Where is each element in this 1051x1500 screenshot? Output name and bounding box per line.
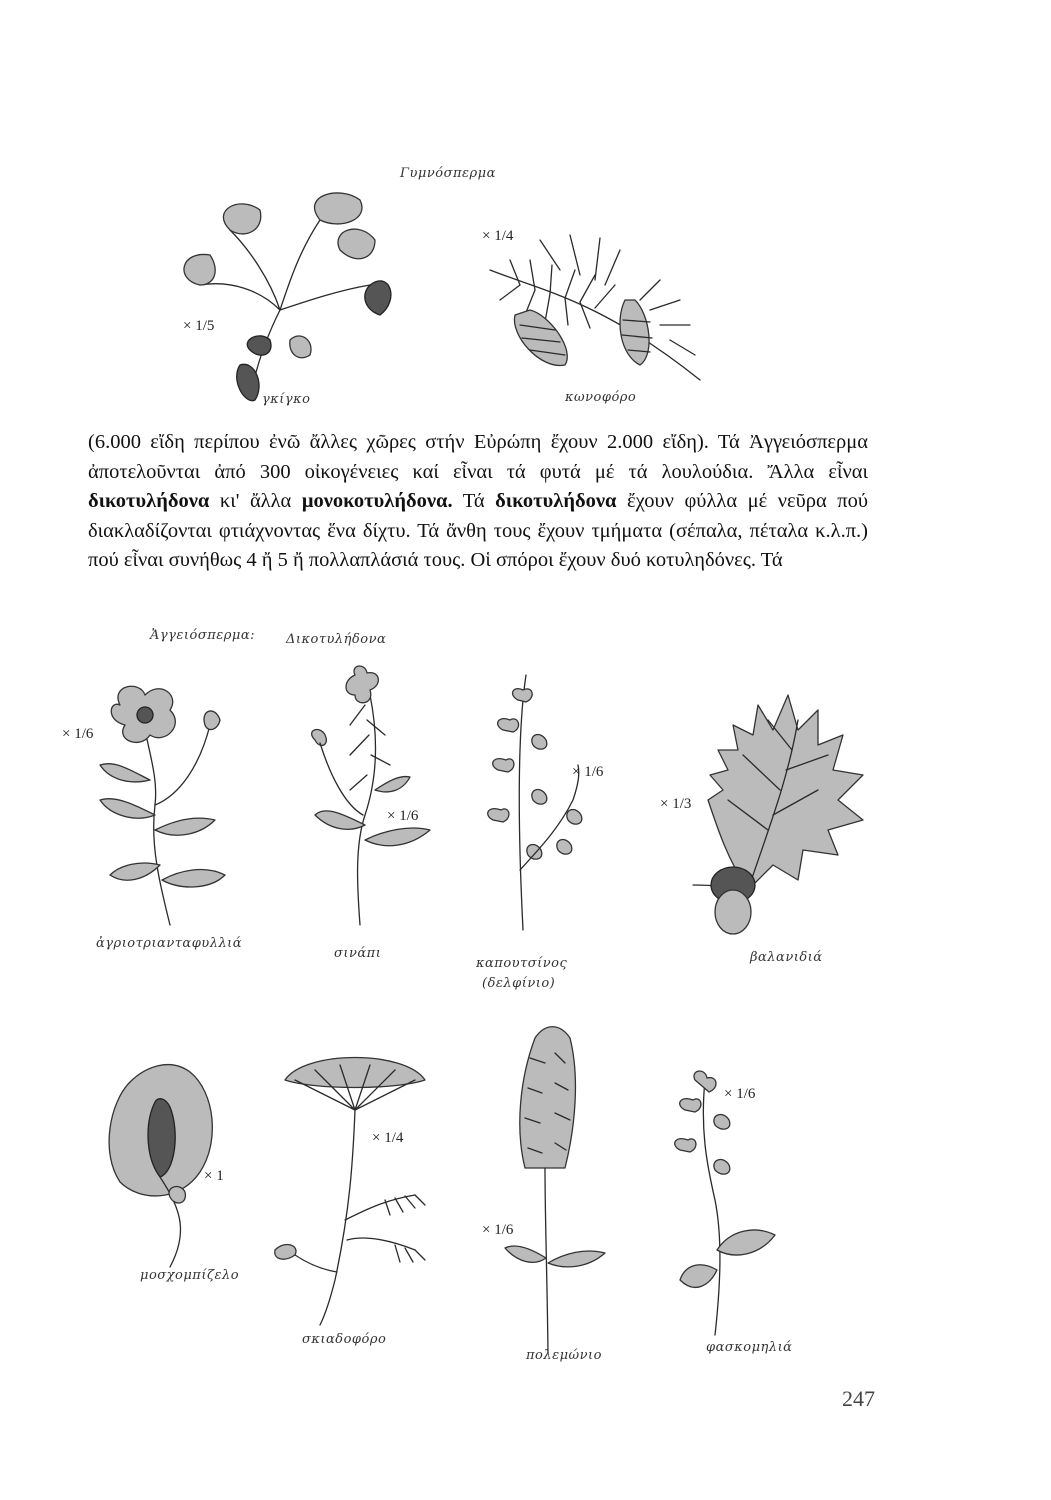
conifer-scale: × 1/4: [482, 228, 514, 244]
sweet-pea-scale: × 1: [204, 1168, 224, 1184]
umbellifer-scale: × 1/4: [372, 1130, 404, 1146]
polemonium-illustration: [500, 1018, 620, 1358]
text-segment: κι' ἄλλα: [209, 490, 302, 512]
ginkgo-scale: × 1/5: [183, 318, 215, 334]
text-segment: Τά: [452, 490, 496, 512]
body-paragraph: [88, 428, 868, 576]
ginkgo-illustration: [170, 190, 400, 410]
mustard-illustration: [295, 665, 455, 930]
page-title: Γυμνόσπερμα: [400, 166, 496, 181]
polemonium-scale: × 1/6: [482, 1222, 514, 1238]
oak-label: βαλανιδιά: [750, 950, 823, 965]
term-dicots: δικοτυλήδονα: [495, 490, 617, 512]
wild-rose-illustration: [80, 685, 250, 930]
page-number: 247: [842, 1386, 875, 1411]
larkspur-illustration: [478, 670, 628, 935]
conifer-label: κωνοφόρο: [565, 390, 637, 405]
sage-label: φασκομηλιά: [706, 1340, 793, 1355]
larkspur-scale: × 1/6: [572, 764, 604, 780]
mustard-scale: × 1/6: [387, 808, 419, 824]
wild-rose-label: ἀγριοτριανταφυλλιά: [96, 936, 243, 951]
sweet-pea-label: μοσχομπίζελο: [140, 1268, 240, 1283]
umbellifer-illustration: [265, 1040, 445, 1330]
ginkgo-label: γκίγκο: [262, 392, 311, 407]
oak-scale: × 1/3: [660, 796, 692, 812]
wild-rose-scale: × 1/6: [62, 726, 94, 742]
text-segment: ἔχουν φύλλα μέ νεῦρα πού διακλαδίζονται φτιάχνοντας ἕνα δίχτυ. Τά ἄνθη τους ἔχουν τμήματα (σέπαλα, πέταλα κ.λ.π.) πού εἶναι συνήθως 4 ἤ 5 ἤ πολλαπλάσιά τους. Οἱ σπόροι ἔχουν δυό κοτυληδόνες. Τά: [88, 490, 869, 571]
polemonium-label: πολεμώνιο: [526, 1348, 602, 1363]
larkspur-label-alt: (δελφίνιο): [482, 976, 556, 991]
sweet-pea-illustration: [100, 1062, 230, 1272]
oak-illustration: [688, 680, 878, 950]
term-dicots: δικοτυλήδονα: [88, 490, 210, 512]
text-segment: (6.000 εἴδη περίπου ἐνῶ ἄλλες χῶρες στήν Εὐρώπη ἔχουν 2.000 εἴδη). Τά Ἀγγειόσπερμα ἀποτελοῦνται ἀπό 300 οἰκογένειες καί εἶναι τά φυτά μέ τά λουλούδια. Ἄλλα εἶναι: [88, 431, 868, 483]
sage-scale: × 1/6: [724, 1086, 756, 1102]
larkspur-label: καπουτσίνος: [476, 956, 568, 971]
conifer-illustration: [480, 230, 710, 400]
section-dicots: Δικοτυλήδονα: [286, 632, 387, 647]
mustard-label: σινάπι: [334, 946, 382, 961]
section-angiosperms: Ἀγγειόσπερμα:: [150, 628, 255, 643]
umbellifer-label: σκιαδοφόρο: [302, 1332, 387, 1347]
sage-illustration: [645, 1070, 795, 1340]
term-monocots: μονοκοτυλήδονα.: [301, 490, 453, 512]
